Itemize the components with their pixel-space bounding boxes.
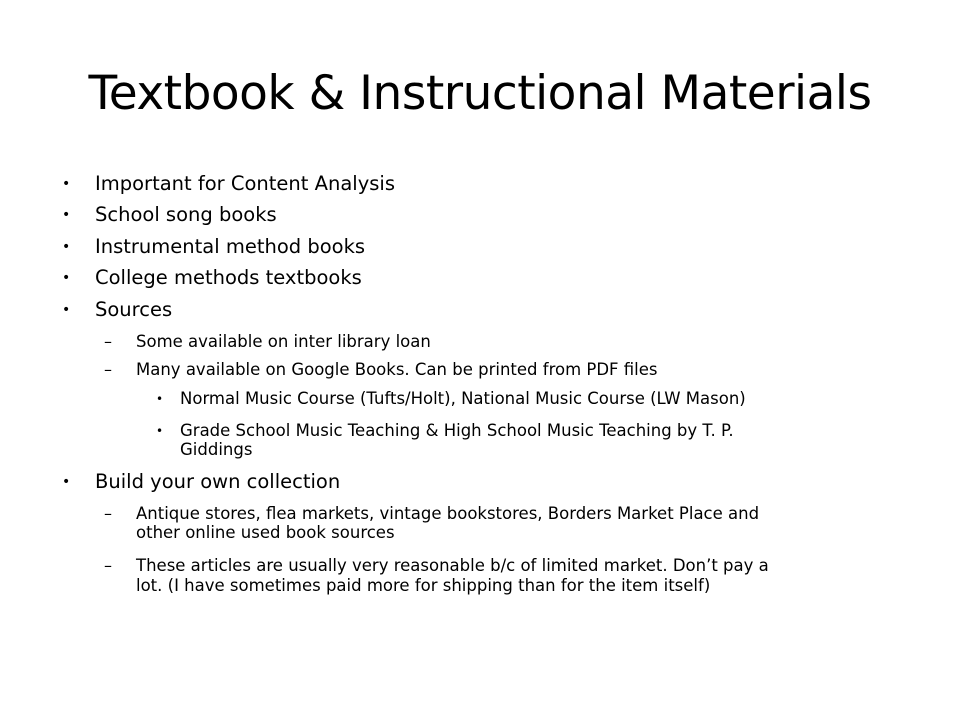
- sub-bullet-text-line2: other online used book sources: [136, 523, 395, 542]
- sub-bullet-text-line2: lot. (I have sometimes paid more for shipping than for the item itself): [136, 576, 711, 595]
- bullet-text: College methods textbooks: [95, 266, 362, 289]
- bullet-marker: •: [62, 239, 71, 255]
- bullet-marker: •: [62, 302, 71, 318]
- sub-sub-bullet-text-line1: Grade School Music Teaching & High School Music Teaching by T. P.: [180, 421, 734, 440]
- bullet-marker: •: [156, 424, 164, 438]
- bullet-marker: •: [62, 270, 71, 286]
- bullet-text: Build your own collection: [95, 470, 341, 493]
- bullet-text: Instrumental method books: [95, 235, 366, 258]
- sub-bullet-text: Many available on Google Books. Can be printed from PDF files: [136, 360, 658, 379]
- sub-sub-bullet-text-line2: Giddings: [180, 440, 253, 459]
- sub-bullet-text: Some available on inter library loan: [136, 332, 431, 351]
- bullet-marker: •: [156, 392, 164, 406]
- bullet-marker: •: [62, 176, 71, 192]
- dash-marker: –: [104, 360, 112, 379]
- dash-marker: –: [104, 504, 112, 523]
- bullet-text: School song books: [95, 203, 277, 226]
- sub-sub-bullet-text: Normal Music Course (Tufts/Holt), National Music Course (LW Mason): [180, 389, 746, 408]
- dash-marker: –: [104, 556, 112, 575]
- sub-bullet-text-line1: Antique stores, flea markets, vintage bookstores, Borders Market Place and: [136, 504, 760, 523]
- sub-bullet-text-line1: These articles are usually very reasonable b/c of limited market. Don’t pay a: [136, 556, 769, 575]
- dash-marker: –: [104, 332, 112, 351]
- bullet-marker: •: [62, 207, 71, 223]
- bullet-text: Sources: [95, 298, 173, 321]
- bullet-text: Important for Content Analysis: [95, 172, 395, 195]
- slide-title: Textbook & Instructional Materials: [88, 66, 872, 121]
- bullet-marker: •: [62, 474, 71, 490]
